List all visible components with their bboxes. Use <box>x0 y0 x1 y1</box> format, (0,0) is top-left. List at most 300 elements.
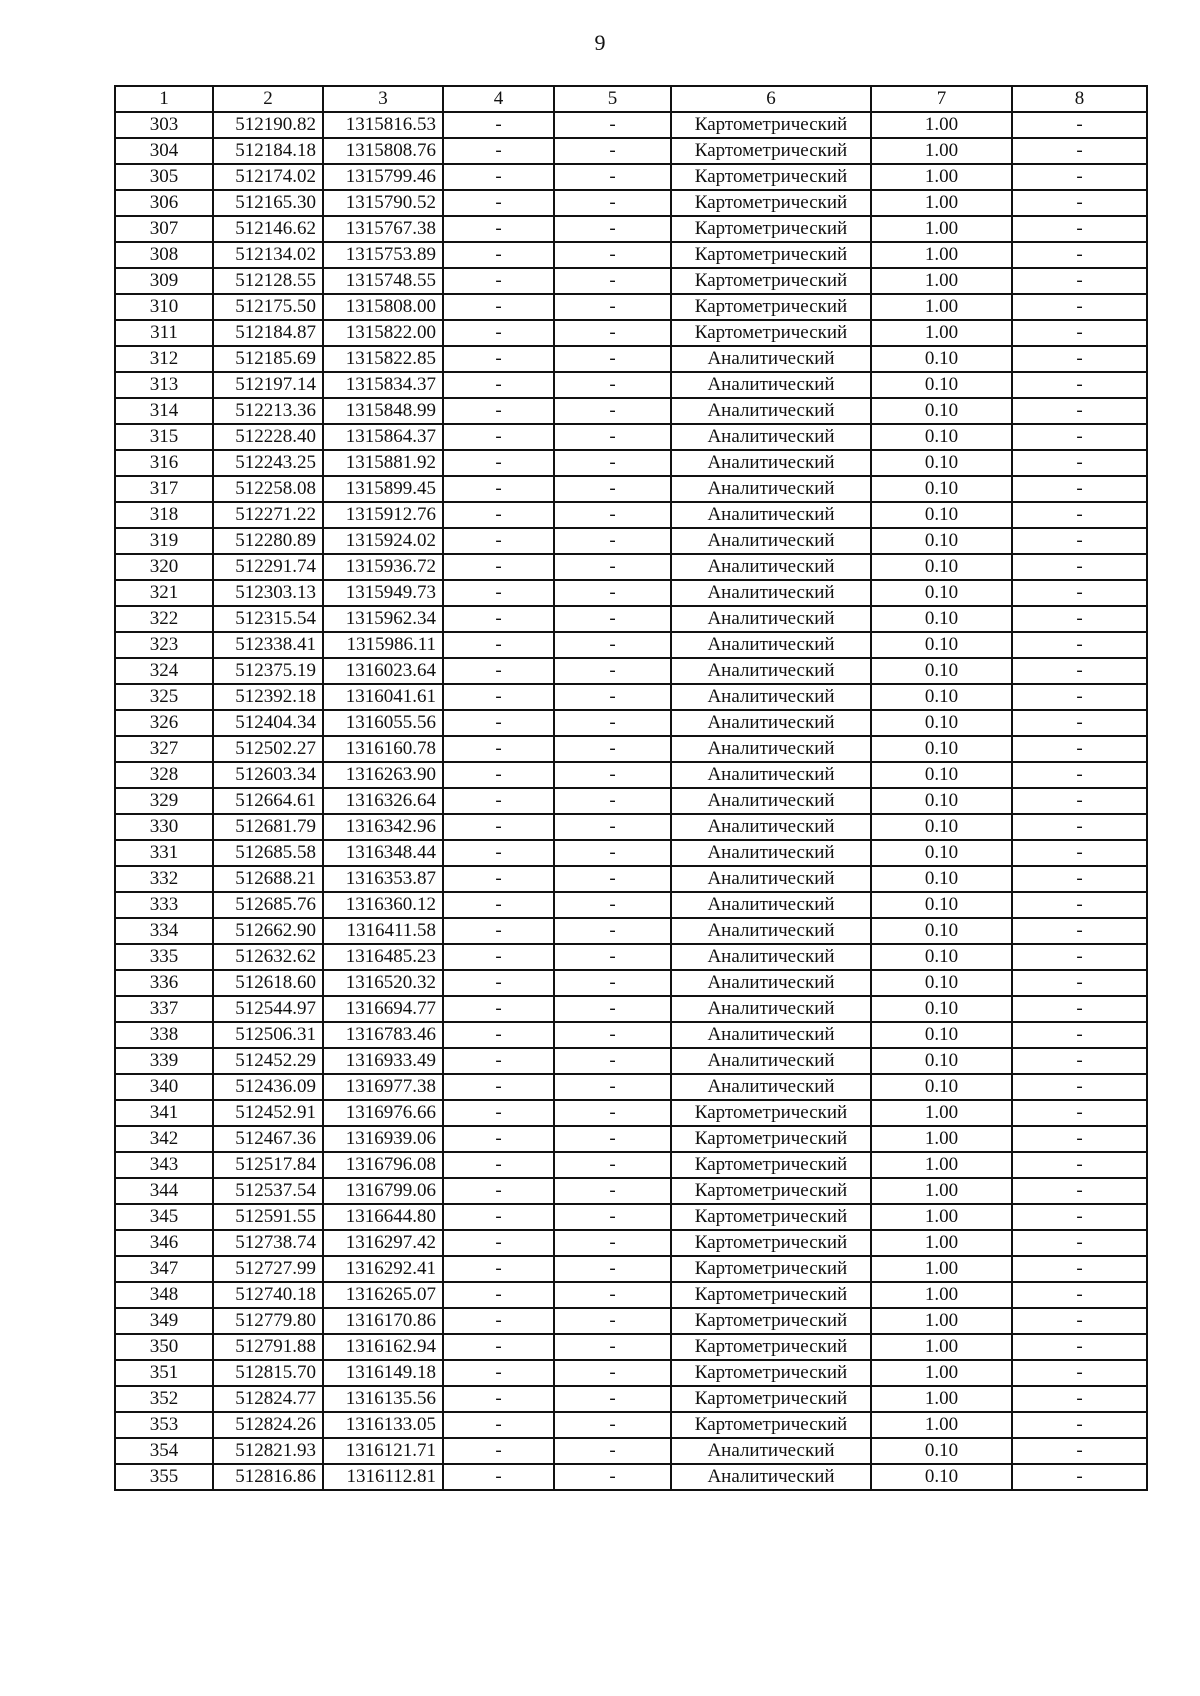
column-8-value: - <box>1012 112 1147 138</box>
table-row <box>115 762 1147 788</box>
column-5-value: - <box>554 242 671 268</box>
table-row <box>115 216 1147 242</box>
method-value: Аналитический <box>671 450 871 476</box>
column-8-value: - <box>1012 398 1147 424</box>
column-5-value: - <box>554 788 671 814</box>
accuracy-value: 1.00 <box>871 320 1012 346</box>
column-4-value: - <box>443 1048 554 1074</box>
coordinate-x: 512502.27 <box>213 736 323 762</box>
method-value: Аналитический <box>671 736 871 762</box>
accuracy-value: 0.10 <box>871 892 1012 918</box>
point-number: 327 <box>115 736 213 762</box>
column-5-value: - <box>554 892 671 918</box>
accuracy-value: 0.10 <box>871 502 1012 528</box>
column-5-value: - <box>554 372 671 398</box>
coordinate-y: 1316939.06 <box>323 1126 443 1152</box>
column-4-value: - <box>443 1412 554 1438</box>
accuracy-value: 0.10 <box>871 814 1012 840</box>
point-number: 351 <box>115 1360 213 1386</box>
coordinate-y: 1316353.87 <box>323 866 443 892</box>
method-value: Аналитический <box>671 840 871 866</box>
column-4-value: - <box>443 814 554 840</box>
coordinate-y: 1315899.45 <box>323 476 443 502</box>
method-value: Аналитический <box>671 476 871 502</box>
method-value: Картометрический <box>671 320 871 346</box>
column-4-value: - <box>443 112 554 138</box>
column-4-value: - <box>443 866 554 892</box>
accuracy-value: 1.00 <box>871 138 1012 164</box>
coordinate-x: 512537.54 <box>213 1178 323 1204</box>
coordinate-x: 512664.61 <box>213 788 323 814</box>
table-row <box>115 112 1147 138</box>
coordinate-x: 512824.77 <box>213 1386 323 1412</box>
point-number: 312 <box>115 346 213 372</box>
column-4-value: - <box>443 944 554 970</box>
point-number: 308 <box>115 242 213 268</box>
table-row <box>115 1178 1147 1204</box>
column-5-value: - <box>554 866 671 892</box>
column-5-value: - <box>554 736 671 762</box>
column-4-value: - <box>443 164 554 190</box>
column-5-value: - <box>554 918 671 944</box>
point-number: 324 <box>115 658 213 684</box>
column-5-value: - <box>554 112 671 138</box>
column-5-value: - <box>554 1178 671 1204</box>
accuracy-value: 0.10 <box>871 944 1012 970</box>
column-5-value: - <box>554 1282 671 1308</box>
column-5-value: - <box>554 1438 671 1464</box>
coordinate-x: 512243.25 <box>213 450 323 476</box>
coordinate-y: 1316023.64 <box>323 658 443 684</box>
column-4-value: - <box>443 1308 554 1334</box>
column-8-value: - <box>1012 1126 1147 1152</box>
accuracy-value: 1.00 <box>871 1308 1012 1334</box>
column-4-value: - <box>443 840 554 866</box>
accuracy-value: 1.00 <box>871 1360 1012 1386</box>
column-4-value: - <box>443 346 554 372</box>
coordinate-x: 512727.99 <box>213 1256 323 1282</box>
coordinate-y: 1316485.23 <box>323 944 443 970</box>
column-8-value: - <box>1012 1334 1147 1360</box>
coordinate-y: 1316348.44 <box>323 840 443 866</box>
point-number: 328 <box>115 762 213 788</box>
table-row <box>115 372 1147 398</box>
method-value: Аналитический <box>671 814 871 840</box>
point-number: 336 <box>115 970 213 996</box>
method-value: Картометрический <box>671 1282 871 1308</box>
column-4-value: - <box>443 216 554 242</box>
coordinate-x: 512738.74 <box>213 1230 323 1256</box>
column-header: 4 <box>443 86 554 112</box>
column-4-value: - <box>443 1282 554 1308</box>
coordinate-y: 1316783.46 <box>323 1022 443 1048</box>
point-number: 345 <box>115 1204 213 1230</box>
coordinate-y: 1316976.66 <box>323 1100 443 1126</box>
accuracy-value: 1.00 <box>871 1282 1012 1308</box>
method-value: Аналитический <box>671 710 871 736</box>
column-8-value: - <box>1012 736 1147 762</box>
method-value: Аналитический <box>671 892 871 918</box>
column-8-value: - <box>1012 814 1147 840</box>
method-value: Аналитический <box>671 424 871 450</box>
coordinate-x: 512452.91 <box>213 1100 323 1126</box>
coordinate-x: 512688.21 <box>213 866 323 892</box>
method-value: Картометрический <box>671 1308 871 1334</box>
column-8-value: - <box>1012 320 1147 346</box>
point-number: 323 <box>115 632 213 658</box>
point-number: 318 <box>115 502 213 528</box>
table-row <box>115 1438 1147 1464</box>
coordinate-x: 512824.26 <box>213 1412 323 1438</box>
column-5-value: - <box>554 840 671 866</box>
accuracy-value: 1.00 <box>871 1152 1012 1178</box>
accuracy-value: 0.10 <box>871 866 1012 892</box>
point-number: 313 <box>115 372 213 398</box>
point-number: 348 <box>115 1282 213 1308</box>
method-value: Картометрический <box>671 1256 871 1282</box>
column-4-value: - <box>443 918 554 944</box>
coordinate-y: 1316263.90 <box>323 762 443 788</box>
accuracy-value: 1.00 <box>871 216 1012 242</box>
column-5-value: - <box>554 138 671 164</box>
point-number: 320 <box>115 554 213 580</box>
coordinate-y: 1316135.56 <box>323 1386 443 1412</box>
column-8-value: - <box>1012 346 1147 372</box>
coordinate-x: 512228.40 <box>213 424 323 450</box>
column-4-value: - <box>443 1360 554 1386</box>
point-number: 303 <box>115 112 213 138</box>
accuracy-value: 0.10 <box>871 762 1012 788</box>
accuracy-value: 0.10 <box>871 424 1012 450</box>
table-row <box>115 450 1147 476</box>
column-4-value: - <box>443 1074 554 1100</box>
coordinate-y: 1316796.08 <box>323 1152 443 1178</box>
column-4-value: - <box>443 294 554 320</box>
coordinate-y: 1315924.02 <box>323 528 443 554</box>
column-4-value: - <box>443 1100 554 1126</box>
accuracy-value: 0.10 <box>871 346 1012 372</box>
column-5-value: - <box>554 1074 671 1100</box>
method-value: Аналитический <box>671 996 871 1022</box>
column-5-value: - <box>554 320 671 346</box>
column-5-value: - <box>554 684 671 710</box>
table-row <box>115 398 1147 424</box>
coordinate-y: 1315753.89 <box>323 242 443 268</box>
table-row <box>115 658 1147 684</box>
method-value: Картометрический <box>671 1126 871 1152</box>
point-number: 307 <box>115 216 213 242</box>
coordinate-y: 1316170.86 <box>323 1308 443 1334</box>
column-8-value: - <box>1012 970 1147 996</box>
column-8-value: - <box>1012 788 1147 814</box>
accuracy-value: 1.00 <box>871 1230 1012 1256</box>
column-5-value: - <box>554 346 671 372</box>
method-value: Картометрический <box>671 268 871 294</box>
table-row <box>115 580 1147 606</box>
column-4-value: - <box>443 1204 554 1230</box>
table-row <box>115 1464 1147 1490</box>
column-4-value: - <box>443 1464 554 1490</box>
column-5-value: - <box>554 580 671 606</box>
coordinate-y: 1316977.38 <box>323 1074 443 1100</box>
accuracy-value: 0.10 <box>871 554 1012 580</box>
coordinate-y: 1315790.52 <box>323 190 443 216</box>
coordinate-y: 1316160.78 <box>323 736 443 762</box>
point-number: 321 <box>115 580 213 606</box>
accuracy-value: 1.00 <box>871 1204 1012 1230</box>
column-5-value: - <box>554 268 671 294</box>
header-row <box>115 86 1147 112</box>
table-row <box>115 346 1147 372</box>
table-row <box>115 866 1147 892</box>
table-row <box>115 736 1147 762</box>
point-number: 331 <box>115 840 213 866</box>
method-value: Картометрический <box>671 1230 871 1256</box>
coordinate-x: 512271.22 <box>213 502 323 528</box>
table-row <box>115 476 1147 502</box>
coordinate-x: 512280.89 <box>213 528 323 554</box>
method-value: Картометрический <box>671 1152 871 1178</box>
accuracy-value: 0.10 <box>871 1022 1012 1048</box>
column-4-value: - <box>443 762 554 788</box>
column-8-value: - <box>1012 528 1147 554</box>
method-value: Аналитический <box>671 528 871 554</box>
coordinate-y: 1315986.11 <box>323 632 443 658</box>
accuracy-value: 1.00 <box>871 1412 1012 1438</box>
column-4-value: - <box>443 554 554 580</box>
point-number: 309 <box>115 268 213 294</box>
accuracy-value: 0.10 <box>871 658 1012 684</box>
table-row <box>115 918 1147 944</box>
point-number: 332 <box>115 866 213 892</box>
method-value: Картометрический <box>671 1178 871 1204</box>
column-8-value: - <box>1012 138 1147 164</box>
coordinate-y: 1316799.06 <box>323 1178 443 1204</box>
column-8-value: - <box>1012 1074 1147 1100</box>
column-8-value: - <box>1012 1048 1147 1074</box>
coordinate-x: 512165.30 <box>213 190 323 216</box>
accuracy-value: 0.10 <box>871 736 1012 762</box>
accuracy-value: 1.00 <box>871 268 1012 294</box>
coordinate-y: 1316292.41 <box>323 1256 443 1282</box>
coordinate-x: 512190.82 <box>213 112 323 138</box>
coordinate-x: 512740.18 <box>213 1282 323 1308</box>
table-row <box>115 1334 1147 1360</box>
coordinate-x: 512213.36 <box>213 398 323 424</box>
coordinate-y: 1316149.18 <box>323 1360 443 1386</box>
column-8-value: - <box>1012 606 1147 632</box>
point-number: 350 <box>115 1334 213 1360</box>
column-4-value: - <box>443 450 554 476</box>
coordinate-x: 512662.90 <box>213 918 323 944</box>
column-5-value: - <box>554 1048 671 1074</box>
coordinate-x: 512375.19 <box>213 658 323 684</box>
column-4-value: - <box>443 242 554 268</box>
coordinate-y: 1315949.73 <box>323 580 443 606</box>
column-header: 3 <box>323 86 443 112</box>
table-row <box>115 1100 1147 1126</box>
column-5-value: - <box>554 1152 671 1178</box>
method-value: Аналитический <box>671 580 871 606</box>
table-row <box>115 944 1147 970</box>
point-number: 326 <box>115 710 213 736</box>
coordinate-x: 512315.54 <box>213 606 323 632</box>
column-5-value: - <box>554 164 671 190</box>
coordinate-y: 1316055.56 <box>323 710 443 736</box>
column-8-value: - <box>1012 1438 1147 1464</box>
coordinate-x: 512185.69 <box>213 346 323 372</box>
coordinate-x: 512197.14 <box>213 372 323 398</box>
column-8-value: - <box>1012 892 1147 918</box>
coordinate-x: 512685.58 <box>213 840 323 866</box>
method-value: Аналитический <box>671 1048 871 1074</box>
accuracy-value: 0.10 <box>871 398 1012 424</box>
column-8-value: - <box>1012 658 1147 684</box>
column-8-value: - <box>1012 1022 1147 1048</box>
coordinate-y: 1316162.94 <box>323 1334 443 1360</box>
coordinate-y: 1315748.55 <box>323 268 443 294</box>
column-4-value: - <box>443 190 554 216</box>
column-4-value: - <box>443 398 554 424</box>
column-5-value: - <box>554 1360 671 1386</box>
column-5-value: - <box>554 606 671 632</box>
column-8-value: - <box>1012 1256 1147 1282</box>
column-8-value: - <box>1012 164 1147 190</box>
accuracy-value: 0.10 <box>871 840 1012 866</box>
column-5-value: - <box>554 424 671 450</box>
accuracy-value: 0.10 <box>871 684 1012 710</box>
coordinate-y: 1315822.00 <box>323 320 443 346</box>
coordinate-x: 512436.09 <box>213 1074 323 1100</box>
column-4-value: - <box>443 1438 554 1464</box>
column-5-value: - <box>554 190 671 216</box>
accuracy-value: 1.00 <box>871 1256 1012 1282</box>
accuracy-value: 0.10 <box>871 450 1012 476</box>
column-header: 1 <box>115 86 213 112</box>
table-row <box>115 1074 1147 1100</box>
accuracy-value: 0.10 <box>871 632 1012 658</box>
coordinate-y: 1315881.92 <box>323 450 443 476</box>
method-value: Аналитический <box>671 658 871 684</box>
method-value: Картометрический <box>671 1412 871 1438</box>
accuracy-value: 0.10 <box>871 372 1012 398</box>
table-row <box>115 1282 1147 1308</box>
point-number: 317 <box>115 476 213 502</box>
column-5-value: - <box>554 554 671 580</box>
accuracy-value: 0.10 <box>871 996 1012 1022</box>
column-5-value: - <box>554 710 671 736</box>
point-number: 315 <box>115 424 213 450</box>
coordinate-x: 512681.79 <box>213 814 323 840</box>
table-row <box>115 632 1147 658</box>
coordinate-y: 1315808.76 <box>323 138 443 164</box>
coordinate-y: 1316133.05 <box>323 1412 443 1438</box>
table-row <box>115 1230 1147 1256</box>
coordinate-x: 512603.34 <box>213 762 323 788</box>
method-value: Картометрический <box>671 242 871 268</box>
method-value: Аналитический <box>671 554 871 580</box>
table-row <box>115 892 1147 918</box>
point-number: 325 <box>115 684 213 710</box>
coordinate-x: 512517.84 <box>213 1152 323 1178</box>
table-row <box>115 710 1147 736</box>
accuracy-value: 1.00 <box>871 1178 1012 1204</box>
column-5-value: - <box>554 1412 671 1438</box>
method-value: Аналитический <box>671 1438 871 1464</box>
column-8-value: - <box>1012 1230 1147 1256</box>
column-8-value: - <box>1012 242 1147 268</box>
method-value: Картометрический <box>671 1386 871 1412</box>
column-8-value: - <box>1012 996 1147 1022</box>
column-4-value: - <box>443 1178 554 1204</box>
coordinate-x: 512452.29 <box>213 1048 323 1074</box>
coordinate-y: 1316933.49 <box>323 1048 443 1074</box>
column-8-value: - <box>1012 944 1147 970</box>
column-8-value: - <box>1012 1308 1147 1334</box>
accuracy-value: 0.10 <box>871 1464 1012 1490</box>
column-5-value: - <box>554 1334 671 1360</box>
table-row <box>115 268 1147 294</box>
point-number: 344 <box>115 1178 213 1204</box>
column-5-value: - <box>554 476 671 502</box>
coordinate-y: 1315936.72 <box>323 554 443 580</box>
column-5-value: - <box>554 216 671 242</box>
column-4-value: - <box>443 372 554 398</box>
point-number: 355 <box>115 1464 213 1490</box>
accuracy-value: 1.00 <box>871 1126 1012 1152</box>
column-4-value: - <box>443 1334 554 1360</box>
point-number: 314 <box>115 398 213 424</box>
column-8-value: - <box>1012 684 1147 710</box>
accuracy-value: 1.00 <box>871 112 1012 138</box>
coordinates-table <box>114 85 1148 1491</box>
column-5-value: - <box>554 1230 671 1256</box>
coordinate-y: 1315799.46 <box>323 164 443 190</box>
coordinate-y: 1316342.96 <box>323 814 443 840</box>
coordinate-y: 1315912.76 <box>323 502 443 528</box>
accuracy-value: 1.00 <box>871 294 1012 320</box>
method-value: Картометрический <box>671 112 871 138</box>
column-header: 6 <box>671 86 871 112</box>
column-4-value: - <box>443 502 554 528</box>
point-number: 310 <box>115 294 213 320</box>
coordinate-x: 512392.18 <box>213 684 323 710</box>
point-number: 304 <box>115 138 213 164</box>
coordinate-y: 1315962.34 <box>323 606 443 632</box>
coordinate-x: 512184.18 <box>213 138 323 164</box>
coordinate-y: 1315834.37 <box>323 372 443 398</box>
coordinate-x: 512174.02 <box>213 164 323 190</box>
point-number: 343 <box>115 1152 213 1178</box>
accuracy-value: 0.10 <box>871 788 1012 814</box>
column-8-value: - <box>1012 1360 1147 1386</box>
point-number: 349 <box>115 1308 213 1334</box>
column-8-value: - <box>1012 580 1147 606</box>
column-4-value: - <box>443 138 554 164</box>
coordinate-x: 512591.55 <box>213 1204 323 1230</box>
coordinate-y: 1316520.32 <box>323 970 443 996</box>
table-row <box>115 970 1147 996</box>
column-5-value: - <box>554 1204 671 1230</box>
column-8-value: - <box>1012 1282 1147 1308</box>
column-5-value: - <box>554 996 671 1022</box>
column-header: 2 <box>213 86 323 112</box>
table-row <box>115 528 1147 554</box>
column-4-value: - <box>443 1022 554 1048</box>
column-8-value: - <box>1012 1464 1147 1490</box>
column-8-value: - <box>1012 1152 1147 1178</box>
column-4-value: - <box>443 632 554 658</box>
